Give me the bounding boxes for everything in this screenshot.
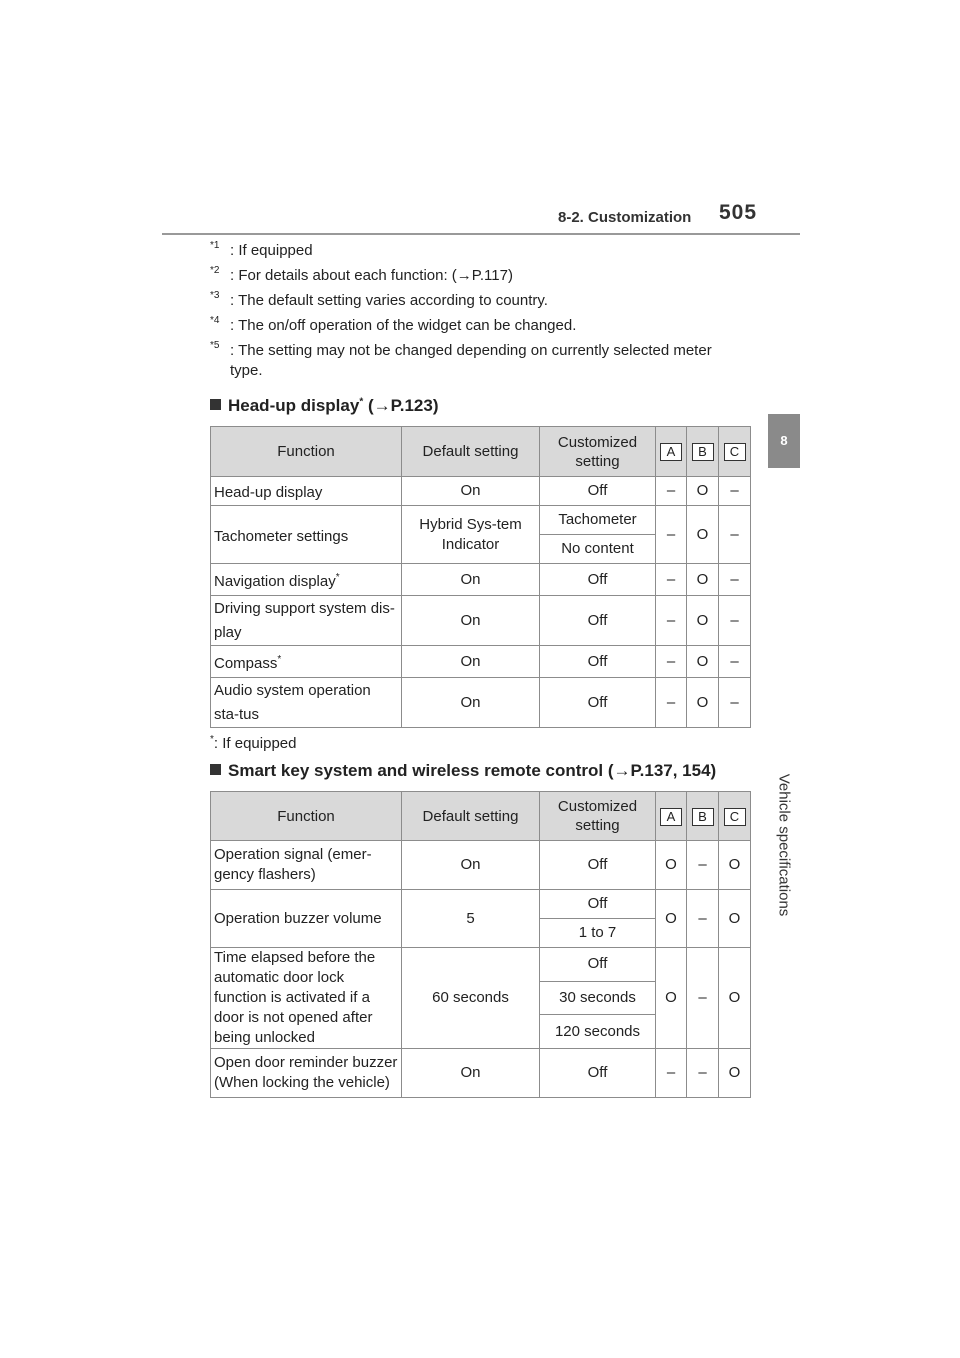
table-row <box>211 506 751 535</box>
column-header: Default setting <box>402 792 540 841</box>
c-cell: O <box>719 948 751 1049</box>
chapter-label: Vehicle specifications <box>775 773 793 917</box>
function-cell: Navigation display* <box>211 564 402 596</box>
b-cell: O <box>687 596 719 646</box>
table-footnote: *: If equipped <box>210 734 297 752</box>
default-cell: 5 <box>402 890 540 948</box>
function-cell: Head-up display <box>211 477 402 506</box>
custom-cell: Off <box>540 678 656 728</box>
square-bullet-icon <box>210 764 221 775</box>
c-cell: – <box>719 564 751 596</box>
table-row <box>211 564 751 596</box>
b-cell: O <box>687 506 719 564</box>
function-cell: Tachometer settings <box>211 506 402 564</box>
footnote-5: *5 : The setting may not be changed depending on currently selected meter type. <box>210 340 712 379</box>
column-header-b: B <box>687 792 719 841</box>
footnote-4: *4 : The on/off operation of the widget can be changed. <box>210 315 577 334</box>
c-cell: O <box>719 890 751 948</box>
a-cell: – <box>656 564 687 596</box>
default-cell: Hybrid Sys-tem Indicator <box>402 506 540 564</box>
footnote-1: *1 : If equipped <box>210 240 313 259</box>
b-cell: O <box>687 646 719 678</box>
default-cell: On <box>402 1049 540 1098</box>
table-row <box>211 646 751 678</box>
column-header: Function <box>211 792 402 841</box>
a-cell: – <box>656 596 687 646</box>
default-cell: On <box>402 646 540 678</box>
custom-cell: Off <box>540 646 656 678</box>
table-row <box>211 890 751 919</box>
c-cell: O <box>719 1049 751 1098</box>
function-cell: Driving support system dis-play <box>211 596 402 646</box>
table-header-row <box>211 792 751 841</box>
custom-cell: Off <box>540 841 656 890</box>
column-header: Customized setting <box>540 792 656 841</box>
column-header: Function <box>211 427 402 477</box>
table-row <box>211 841 751 890</box>
custom-cell: Off <box>540 1049 656 1098</box>
custom-cell: Off <box>540 564 656 596</box>
default-cell: On <box>402 596 540 646</box>
custom-cell: Off <box>540 596 656 646</box>
function-cell: Open door reminder buzzer (When locking the vehicle) <box>211 1049 402 1098</box>
custom-cell: 30 seconds <box>540 981 656 1015</box>
function-cell: Compass* <box>211 646 402 678</box>
head-up-table <box>210 426 751 728</box>
c-cell: – <box>719 477 751 506</box>
default-cell: On <box>402 841 540 890</box>
a-cell: O <box>656 890 687 948</box>
column-header-c: C <box>719 427 751 477</box>
custom-cell: 1 to 7 <box>540 919 656 948</box>
table-row <box>211 948 751 982</box>
a-cell: – <box>656 477 687 506</box>
custom-cell: No content <box>540 535 656 564</box>
column-header: Default setting <box>402 427 540 477</box>
b-cell: – <box>687 948 719 1049</box>
b-cell: O <box>687 477 719 506</box>
c-cell: – <box>719 678 751 728</box>
a-cell: – <box>656 678 687 728</box>
smart-key-table <box>210 791 751 1098</box>
page-number: 505 <box>719 201 758 224</box>
a-cell: – <box>656 646 687 678</box>
custom-cell: 120 seconds <box>540 1015 656 1049</box>
c-cell: – <box>719 506 751 564</box>
square-bullet-icon <box>210 399 221 410</box>
custom-cell: Off <box>540 890 656 919</box>
footnote-2: *2 : For details about each function: (→P.117) <box>210 265 513 284</box>
b-cell: – <box>687 841 719 890</box>
default-cell: On <box>402 564 540 596</box>
custom-cell: Off <box>540 948 656 982</box>
column-header-b: B <box>687 427 719 477</box>
function-cell: Operation signal (emer-gency flashers) <box>211 841 402 890</box>
a-cell: – <box>656 506 687 564</box>
custom-cell: Tachometer <box>540 506 656 535</box>
table-row <box>211 1049 751 1098</box>
function-cell: Audio system operation sta-tus <box>211 678 402 728</box>
default-cell: On <box>402 477 540 506</box>
default-cell: On <box>402 678 540 728</box>
head-up-section-title: Head-up display* (→P.123) <box>210 396 439 416</box>
footnote-list <box>210 241 770 386</box>
table-header-row <box>211 427 751 477</box>
a-cell: – <box>656 1049 687 1098</box>
default-cell: 60 seconds <box>402 948 540 1049</box>
table-row <box>211 596 751 646</box>
c-cell: – <box>719 596 751 646</box>
a-cell: O <box>656 841 687 890</box>
b-cell: – <box>687 1049 719 1098</box>
function-cell: Operation buzzer volume <box>211 890 402 948</box>
table-row <box>211 678 751 728</box>
custom-cell: Off <box>540 477 656 506</box>
column-header-a: A <box>656 792 687 841</box>
b-cell: O <box>687 564 719 596</box>
c-cell: O <box>719 841 751 890</box>
table-row <box>211 477 751 506</box>
smart-key-section-title: Smart key system and wireless remote control (→P.137, 154) <box>210 761 716 781</box>
function-cell: Time elapsed before the automatic door lock function is activated if a door is not opened after being unlocked <box>211 948 402 1049</box>
chapter-tab: 8 <box>768 414 800 468</box>
column-header: Customized setting <box>540 427 656 477</box>
c-cell: – <box>719 646 751 678</box>
section-title: 8-2. Customization <box>558 209 692 226</box>
column-header-c: C <box>719 792 751 841</box>
b-cell: O <box>687 678 719 728</box>
column-header-a: A <box>656 427 687 477</box>
header-divider <box>162 233 800 235</box>
b-cell: – <box>687 890 719 948</box>
footnote-3: *3 : The default setting varies according to country. <box>210 290 548 309</box>
a-cell: O <box>656 948 687 1049</box>
